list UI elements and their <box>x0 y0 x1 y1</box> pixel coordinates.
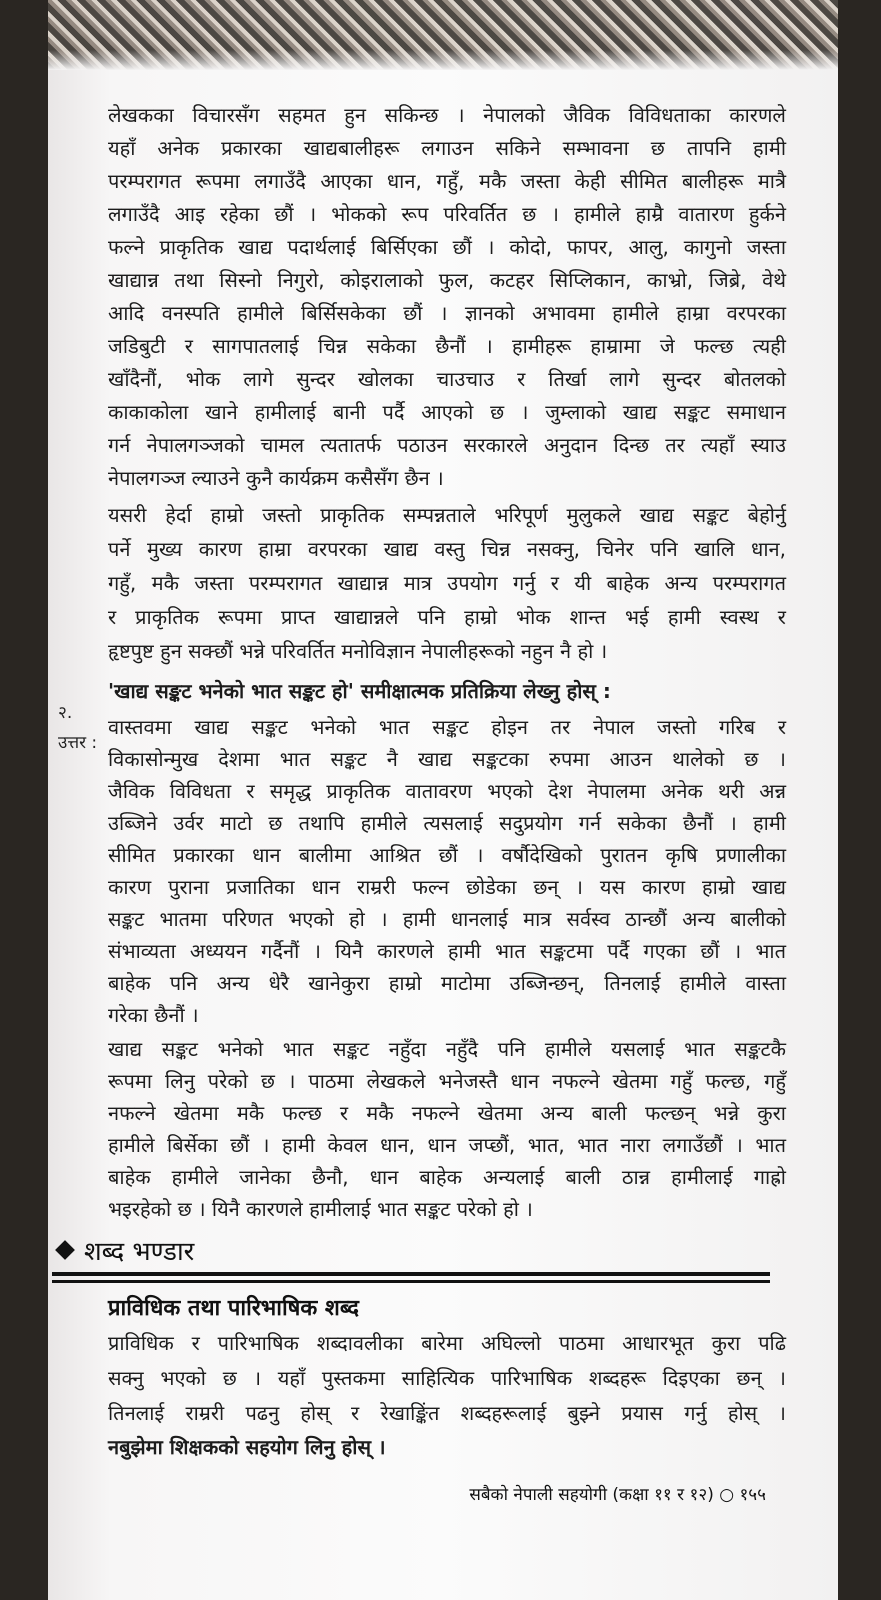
para1-line: फल्ने प्राकृतिक खाद्य पदार्थलाई बिर्सिएका छौं । कोदो, फापर, आलु, कागुनो जस्ता <box>108 235 786 259</box>
para1-line: काकाकोला खाने हामीलाई बानी पर्दै आएको छ । जुम्लाको खाद्य सङ्कट समाधान <box>108 400 786 424</box>
para1-line: आदि वनस्पति हामीले बिर्सिसकेका छौं । ज्ञानको अभावमा हामीले हाम्रा वरपरका <box>108 301 786 325</box>
diamond-bullet-icon <box>55 1240 75 1260</box>
fabric-background <box>48 0 838 70</box>
answer-line: उब्जिने उर्वर माटो छ तथापि हामीले त्यसलाई सदुप्रयोग गर्न सकेका छैनौं । हामी <box>108 811 786 835</box>
para2-line: यसरी हेर्दा हाम्रो जस्तो प्राकृतिक सम्पन्नताले भरिपूर्ण मुलुकले खाद्य सङ्कट बेहोर्नु <box>108 503 786 527</box>
question-text: 'खाद्य सङ्कट भनेको भात सङ्कट हो' समीक्षात्मक प्रतिक्रिया लेख्नु होस् : <box>108 679 611 703</box>
para1-line: खाद्यान्न तथा सिस्नो निगुरो, कोइरालाको फुल, कटहर सिप्लिकान, काभ्रो, जिब्रे, वेथे <box>108 268 786 292</box>
para1-line: लगाउँदै आइ रहेका छौं । भोकको रूप परिवर्तित छ । हामीले हाम्रै वातारण हुर्कने <box>108 202 786 226</box>
para2-line: पर्ने मुख्य कारण हाम्रा वरपरका खाद्य वस्तु चिन्न नसक्नु, चिनेर पनि खालि धान, <box>108 537 786 561</box>
para1-line: यहाँ अनेक प्रकारका खाद्यबालीहरू लगाउन सकिने सम्भावना छ तापनि हामी <box>108 136 786 160</box>
para5-line: तिनलाई राम्ररी पढनु होस् र रेखाङ्किंत शब्दहरूलाई बुझ्ने प्रयास गर्नु होस् । <box>108 1401 786 1425</box>
para1-line: गर्न नेपालगञ्जको चामल त्यतातर्फ पठाउन सरकारले अनुदान दिन्छ तर त्यहाँ स्याउ <box>108 433 786 457</box>
answer-line: कारण पुराना प्रजातिका धान राम्ररी फल्न छोडेका छन् । यस कारण हाम्रो खाद्य <box>108 875 786 899</box>
para5-line: प्राविधिक र पारिभाषिक शब्दावलीका बारेमा अघिल्लो पाठमा आधारभूत कुरा पढि <box>108 1331 786 1355</box>
para2-line: र प्राकृतिक रूपमा प्राप्त खाद्यान्नले पनि हाम्रो भोक शान्त भई हामी स्वस्थ र <box>108 605 786 629</box>
divider <box>52 1272 770 1276</box>
answer-line: विकासोन्मुख देशमा भात सङ्कट नै खाद्य सङ्कटका रुपमा आउन थालेको छ । <box>108 747 786 771</box>
para1-line: नेपालगञ्ज ल्याउने कुनै कार्यक्रम कसैसँग छैन । <box>108 466 444 490</box>
para2-line: गहुँ, मकै जस्ता परम्परागत खाद्यान्न मात्र उपयोग गर्नु र यी बाहेक अन्य परम्परागत <box>108 571 786 595</box>
para2-line: हृष्टपुष्ट हुन सक्छौं भन्ने परिवर्तित मनोविज्ञान नेपालीहरूको नहुन नै हो । <box>108 639 608 663</box>
question-number: २. <box>58 703 73 723</box>
para1-line: खाँदैनौं, भोक लागे सुन्दर खोलका चाउचाउ र तिर्खा लागे सुन्दर बोतलको <box>108 367 786 391</box>
para1-line: जडिबुटी र सागपातलाई चिन्न सकेका छैनौं । हामीहरू हाम्रामा जे फल्छ त्यही <box>108 334 786 358</box>
para5-bold-line: नबुझेमा शिक्षकको सहयोग लिनु होस् । <box>108 1435 386 1459</box>
para4-line: बाहेक हामीले जानेका छैनौ, धान बाहेक अन्यलाई बाली ठान्न हामीलाई गाह्रो <box>108 1165 786 1189</box>
para1-line: परम्परागत रूपमा लगाउँदै आएका धान, गहुँ, मकै जस्ता केही सीमित बालीहरू मात्रै <box>108 169 786 193</box>
page-footer: सबैको नेपाली सहयोगी (कक्षा ११ र १२) ○ १५५ <box>469 1485 766 1505</box>
answer-line: वास्तवमा खाद्य सङ्कट भनेको भात सङ्कट होइन तर नेपाल जस्तो गरिब र <box>108 715 786 739</box>
answer-line: बाहेक पनि अन्य धेरै खानेकुरा हाम्रो माटोमा उब्जिन्छन्, तिनलाई हामीले वास्ता <box>108 971 786 995</box>
answer-line: गरेका छैनौं । <box>108 1003 199 1027</box>
section-title: शब्द भण्डार <box>84 1237 195 1267</box>
para1-line: लेखकका विचारसँग सहमत हुन सकिन्छ । नेपालको जैविक विविधताका कारणले <box>108 103 786 127</box>
divider <box>52 1280 770 1283</box>
para5-line: सक्नु भएको छ । यहाँ पुस्तकमा साहित्यिक पारिभाषिक शब्दहरू दिइएका छन् । <box>108 1366 786 1390</box>
para4-line: भइरहेको छ । यिनै कारणले हामीलाई भात सङ्कट परेको हो । <box>108 1197 533 1221</box>
para4-line: खाद्य सङ्कट भनेको भात सङ्कट नहुँदा नहुँदै पनि हामीले यसलाई भात सङ्कटकै <box>108 1037 786 1061</box>
answer-line: जैविक विविधता र समृद्ध प्राकृतिक वातावरण भएको देश नेपालमा अनेक थरी अन्न <box>108 779 786 803</box>
section-heading <box>58 1232 194 1268</box>
answer-label: उत्तर : <box>58 733 98 753</box>
para4-line: हामीले बिर्सेका छौं । हामी केवल धान, धान जप्छौं, भात, भात नारा लगाउँछौं । भात <box>108 1133 786 1157</box>
para4-line: रूपमा लिनु परेको छ । पाठमा लेखकले भनेजस्तै धान नफल्ने खेतमा गहुँ फल्छ, गहुँ <box>108 1069 786 1093</box>
answer-line: सीमित प्रकारका धान बालीमा आश्रित छौं । वर्षौदेखिको पुरातन कृषि प्रणालीका <box>108 843 786 867</box>
subheading: प्राविधिक तथा पारिभाषिक शब्द <box>108 1296 359 1321</box>
answer-line: संभाव्यता अध्ययन गर्दैनौं । यिनै कारणले हामी भात सङ्कटमा पर्दै गएका छौं । भात <box>108 939 786 963</box>
para4-line: नफल्ने खेतमा मकै फल्छ र मकै नफल्ने खेतमा अन्य बाली फल्छन् भन्ने कुरा <box>108 1101 786 1125</box>
answer-line: सङ्कट भातमा परिणत भएको हो । हामी धानलाई मात्र सर्वस्व ठान्छौं अन्य बालीको <box>108 907 786 931</box>
